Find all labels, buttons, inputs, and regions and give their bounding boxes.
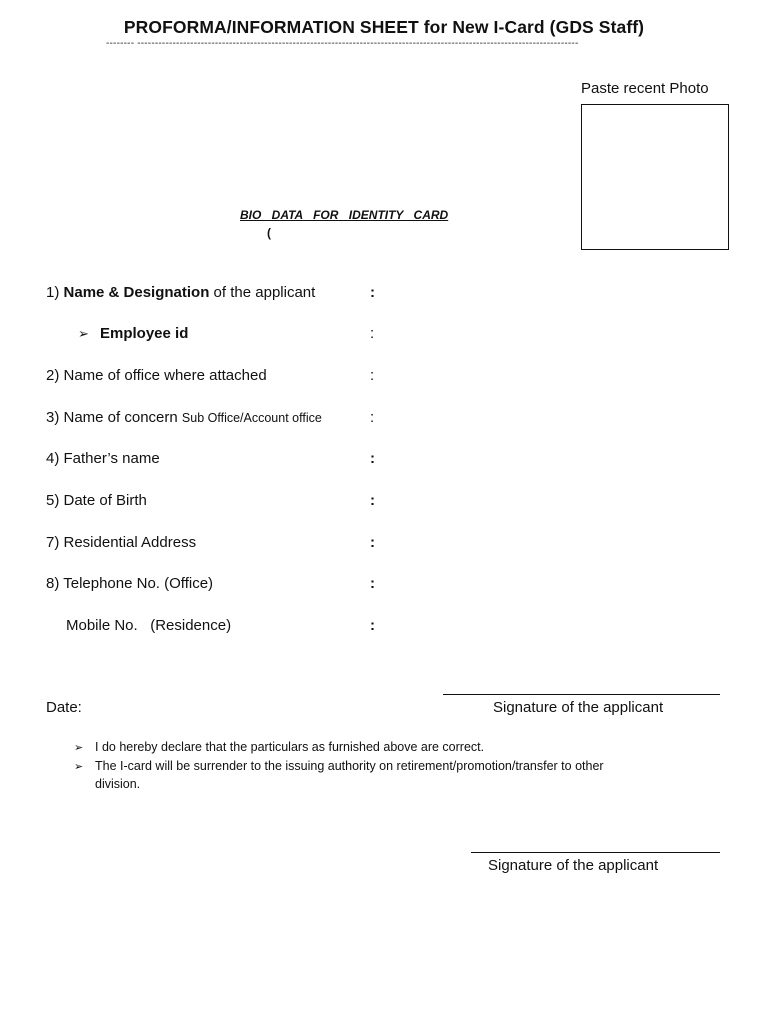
arrow-bullet-icon: ➢ [74,742,84,754]
declaration-item: The I-card will be surrender to the issuing authority on retirement/promotion/transfer to other [95,759,604,773]
bio-data-paren: ( [267,226,271,240]
field-colon: : [370,284,375,301]
field-concern-label: 3) Name of concern [46,409,182,426]
field-colon: : [370,367,375,384]
field-concern-office [46,409,322,426]
field-colon: : [370,534,375,551]
field-colon: : [370,575,375,592]
field-father-name: 4) Father’s name [46,450,160,467]
field-colon: : [370,450,375,467]
field-date-of-birth: 5) Date of Birth [46,492,147,509]
field-name-designation [46,284,315,301]
field-concern-small: Sub Office/Account office [181,411,322,425]
field-telephone-office: 8) Telephone No. (Office) [46,575,214,592]
field-colon: : [370,617,375,634]
field-colon: : [370,492,375,509]
field-mobile-residence: Mobile No. (Residence) [66,617,232,634]
declaration-continuation: division. [95,777,141,791]
photo-box [581,104,729,250]
date-label: Date: [46,699,82,716]
field-bold-label: Name & Designation [63,284,210,301]
arrow-bullet-icon: ➢ [74,761,84,773]
field-office-attached: 2) Name of office where attached [46,367,267,384]
photo-label: Paste recent Photo [581,80,709,97]
field-rest-label: of the applicant [209,284,316,301]
field-residential-address: 7) Residential Address [46,534,197,551]
declaration-item: I do hereby declare that the particulars as furnished above are correct. [95,740,485,754]
field-colon: : [370,325,375,342]
bio-data-heading: BIO DATA FOR IDENTITY CARD [240,208,449,222]
title-dash-rule: -------- ----------------------------------------------------------------------------------------------------------------------------- [106,38,579,49]
signature-label: Signature of the applicant [488,857,659,874]
signature-line [471,852,720,853]
arrow-bullet-icon: ➢ [78,326,89,341]
page-title: PROFORMA/INFORMATION SHEET for New I-Card (GDS Staff) [123,17,645,37]
field-number: 1) [46,284,64,301]
field-colon: : [370,409,375,426]
signature-line [443,694,720,695]
signature-label: Signature of the applicant [493,699,664,716]
field-employee-id: Employee id [100,325,189,342]
